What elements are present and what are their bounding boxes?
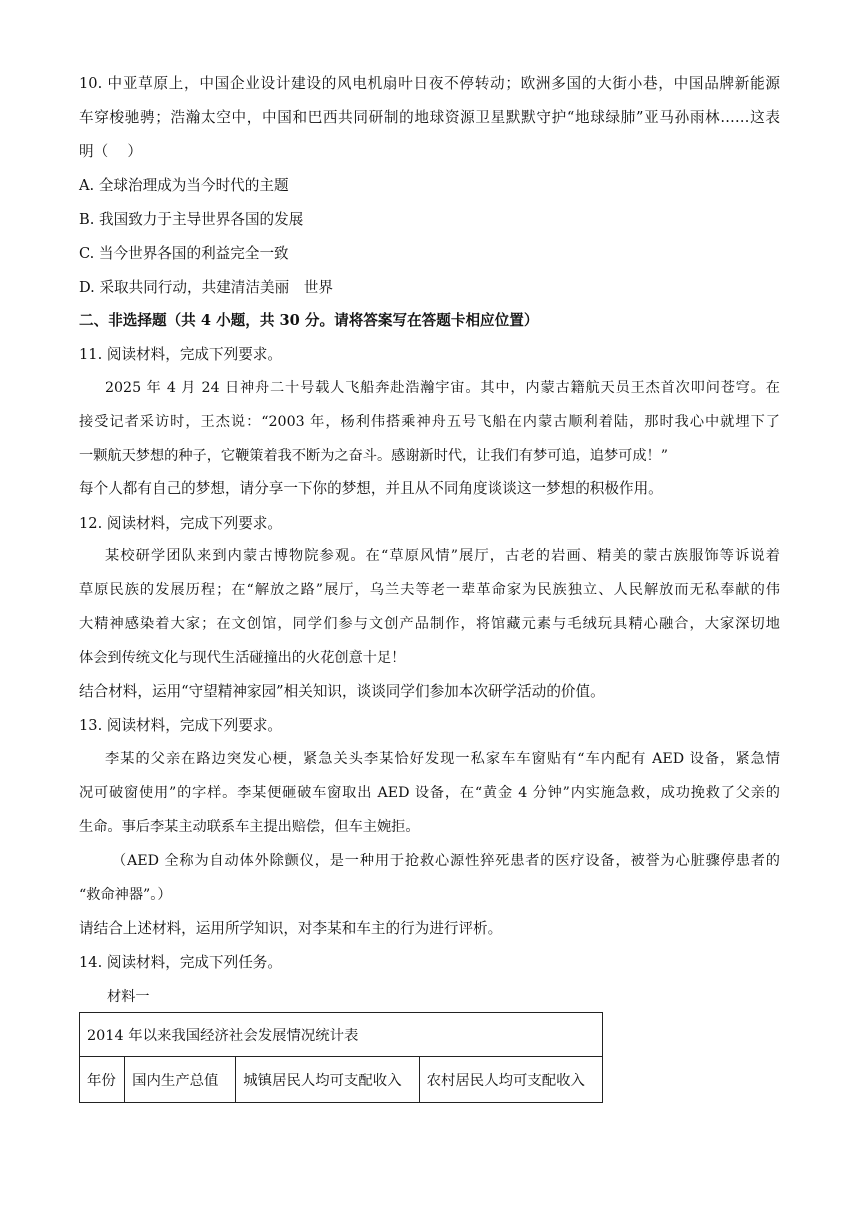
statistics-table (79, 1012, 603, 1103)
column-header-gdp: 国内生产总值 (125, 1057, 236, 1103)
q11-material-line-1: 2025 年 4 月 24 日神舟二十号载人飞船奔赴浩瀚宇宙。其中，内蒙古籍航天员王杰首次叩问苍穹。在 (105, 380, 780, 396)
q14-material-label: 材料一 (107, 989, 150, 1005)
q12-stem: 12. 阅读材料，完成下列要求。 (79, 515, 282, 532)
table-header-row (80, 1057, 603, 1103)
q13-task: 请结合上述材料，运用所学知识，对李某和车主的行为进行评析。 (79, 920, 503, 937)
q13-stem: 13. 阅读材料，完成下列要求。 (79, 717, 282, 734)
q10-option-d: D. 采取共同行动，共建清洁美丽 世界 (79, 279, 333, 296)
q12-task: 结合材料，运用“守望精神家园”相关知识，谈谈同学们参加本次研学活动的价值。 (79, 683, 605, 700)
q10-option-c: C. 当今世界各国的利益完全一致 (79, 245, 289, 262)
column-header-year: 年份 (80, 1057, 125, 1103)
q12-material-line-1: 某校研学团队来到内蒙古博物院参观。在“草原风情”展厅，古老的岩画、精美的蒙古族服饰等诉说着 (105, 548, 780, 564)
q12-material-line-4: 体会到传统文化与现代生活碰撞出的火花创意十足！ (79, 650, 406, 666)
q11-task: 每个人都有自己的梦想，请分享一下你的梦想，并且从不同角度谈谈这一梦想的积极作用。 (79, 480, 663, 497)
column-header-rural-income: 农村居民人均可支配收入 (419, 1057, 602, 1103)
q14-stem: 14. 阅读材料，完成下列任务。 (79, 954, 282, 971)
q10-option-b: B. 我国致力于主导世界各国的发展 (79, 211, 304, 228)
q11-material-line-3: 一颗航天梦想的种子，它鞭策着我不断为之奋斗。感谢新时代，让我们有梦可追，追梦可成！” (79, 448, 668, 464)
q13-material-line-1: 李某的父亲在路边突发心梗，紧急关头李某恰好发现一私家车车窗贴有“车内配有 AED 设备，紧急情 (105, 751, 780, 767)
q10-stem-line-1: 10. 中亚草原上，中国企业设计建设的风电机扇叶日夜不停转动；欧洲多国的大街小巷，中国品牌新能源 (79, 75, 780, 92)
q13-note-line-2: “救命神器”。） (79, 887, 172, 903)
q12-material-line-3: 大精神感染着大家；在文创馆，同学们参与文创产品制作，将馆藏元素与毛绒玩具精心融合，大家深切地 (79, 616, 780, 632)
q13-note-line-1: （AED 全称为自动体外除颤仪，是一种用于抢救心源性猝死患者的医疗设备，被誉为心脏骤停患者的 (112, 853, 780, 869)
q13-material-line-2: 况可破窗使用”的字样。李某便砸破车窗取出 AED 设备，在“黄金 4 分钟”内实施急救，成功挽救了父亲的 (79, 785, 780, 801)
q10-stem-line-3: 明（ ） (79, 143, 143, 160)
table-title: 2014 年以来我国经济社会发展情况统计表 (80, 1013, 603, 1057)
q10-option-a: A. 全球治理成为当今时代的主题 (79, 177, 289, 194)
q10-stem-line-2: 车穿梭驰骋；浩瀚太空中，中国和巴西共同研制的地球资源卫星默默守护“地球绿肺”亚马孙雨林……这表 (79, 109, 780, 126)
table-title-row (80, 1013, 603, 1057)
q13-material-line-3: 生命。事后李某主动联系车主提出赔偿，但车主婉拒。 (79, 819, 420, 835)
q11-material-line-2: 接受记者采访时，王杰说：“2003 年，杨利伟搭乘神舟五号飞船在内蒙古顺利着陆，那时我心中就埋下了 (79, 414, 780, 430)
section-2-heading: 二、非选择题（共 4 小题，共 30 分。请将答案写在答题卡相应位置） (79, 312, 539, 329)
column-header-urban-income: 城镇居民人均可支配收入 (236, 1057, 419, 1103)
q12-material-line-2: 草原民族的发展历程；在“解放之路”展厅，乌兰夫等老一辈革命家为民族独立、人民解放而无私奉献的伟 (79, 582, 780, 598)
q11-stem: 11. 阅读材料，完成下列要求。 (79, 346, 282, 363)
